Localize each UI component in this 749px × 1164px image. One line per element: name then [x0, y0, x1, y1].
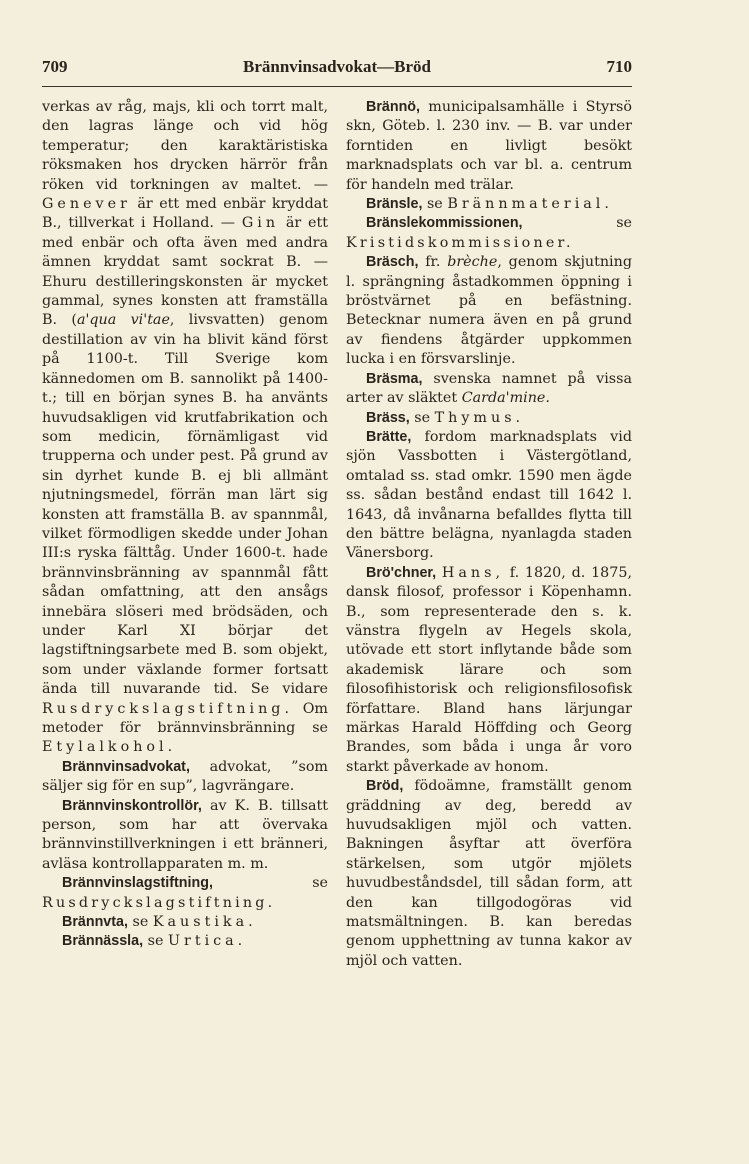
left-column: [42, 98, 328, 952]
body-text: är ett med enbär kryddat B., tillverkat i Holland. —: [42, 196, 328, 232]
entry-text: svenska namnet på vissa arter av släktet: [346, 370, 632, 407]
entry-brannvinsadvokat: [42, 758, 328, 797]
cross-reference: Urtica.: [167, 933, 247, 950]
entry-text: se: [127, 914, 153, 931]
cross-reference: Genever: [42, 196, 131, 213]
right-column: [346, 98, 632, 971]
entry-text: födoämne, framställt genom gräddning av deg, beredd av huvudsakligen mjöl och vatten. Bakningen åsyftar att överföra stärkelsen, som utgör mjölets huvudbeståndsdel, till sådan form, att den kan tillgodogöras vid matsmältningen. B. kan beredas genom upphettning av tunna kakor av mjöl och vatten.: [346, 778, 632, 969]
entry-headword: Brännvinslagstiftning,: [62, 875, 213, 892]
person-name: Hans,: [441, 564, 505, 581]
entry-branslekommissionen: [346, 214, 632, 253]
entry-brass: [346, 409, 632, 428]
cross-reference: Rusdryckslagstiftning.: [42, 894, 276, 911]
entry-bratte: [346, 428, 632, 564]
entry-headword: Bränsle,: [366, 196, 423, 213]
entry-headword: Bräsch,: [366, 254, 419, 271]
entry-headword: Brännvta,: [62, 914, 128, 931]
cross-reference: Gin: [241, 215, 280, 232]
cross-reference: Thymus.: [434, 409, 525, 426]
entry-headword: Bränslekommissionen,: [366, 215, 523, 232]
entry-brochner: [346, 564, 632, 777]
entry-brasch: [346, 253, 632, 369]
running-header: [42, 57, 632, 83]
header-rule: [42, 86, 632, 87]
entry-text: , genom skjutning l. sprängning åstadkommen öppning i bröstvärnet på en befästning. Betecknar numera även en på grund av fiendens åtgärder uppkommen lucka i en försvarslinje.: [346, 254, 632, 368]
entry-text: se: [143, 933, 168, 950]
body-text: Om metoder för brännvinsbränning se: [42, 700, 328, 736]
entry-text: fr.: [418, 254, 448, 271]
entry-brannassla: [42, 932, 328, 951]
foreign-term: brèche: [447, 254, 498, 271]
entry-headword: Bräsma,: [366, 370, 423, 387]
entry-headword: Brännvinsadvokat,: [62, 758, 190, 775]
entry-branno: [346, 98, 632, 195]
entry-text: advokat, ”som säljer sig för en sup”, lagvrängare.: [42, 758, 328, 795]
latin-term: a'qua vi'tae: [76, 312, 170, 329]
cross-reference: Rusdryckslagstiftning.: [42, 700, 294, 717]
page-number-left: 709: [42, 57, 68, 76]
entry-text: av K. B. tillsatt person, som har att övervaka brännvinstillverkningen i ett bränneri, avläsa kontrollapparaten m. m.: [42, 797, 328, 872]
entry-text: se: [422, 196, 448, 213]
entry-text: se: [212, 875, 328, 892]
entry-headword: Brännvinskontrollör,: [62, 797, 202, 814]
entry-headword: Bräss,: [366, 409, 410, 426]
cross-reference: Kristidskommissioner.: [346, 234, 574, 251]
entry-headword: Brö'chner,: [366, 564, 437, 581]
entry-text: se: [522, 215, 632, 232]
cross-reference: Kaustika.: [152, 914, 257, 931]
cross-reference: Etylalkohol.: [42, 739, 177, 756]
cross-reference: Brännmaterial.: [447, 196, 613, 213]
page-number-right: 710: [606, 57, 632, 76]
body-text: , livsvatten) genom destillation av vin ha blivit känd först på 1100-t. Till Sverige kom kännedomen om B. sannolikt på 1400-t.; till en början synes B. ha använts huvudsakligen vid krutfabrikation och som medicin, förnämligast vid trupperna och under pest. På grund av sin dyrhet kunde B. ej bli allmänt njutningsmedel, förrän man lärt sig konsten att framställa B. av spannmål, vilket förmodligen skedde under Johan III:s ryska fälttåg. Under 1600-t. hade brännvinsbränning av spannmål fått sådan omfattning, att den ansågs innebära slöseri med brödsäden, och under Karl XI börjar det lagstiftningsarbete med B. som objekt, som under växlande former fortsatt ända till nuvarande tid. Se vidare: [42, 312, 328, 698]
entry-text: municipalsamhälle i Styrsö skn, Göteb. l. 230 inv. — B. var under forntiden en livligt besökt marknadsplats och var bl. a. centrum för handeln med trälar.: [346, 99, 632, 193]
entry-headword: Brännö,: [366, 99, 421, 115]
entry-brasma: [346, 370, 632, 409]
entry-brannvinskontrollor: [42, 797, 328, 875]
entry-text: fordom marknadsplats vid sjön Vassbotten i Västergötland, omtalad ss. stad omkr. 1590 men ägde ss. sådan bestånd endast till 1642 l. 1643, då invånarna befalldes flytta till den bättre belägna, nyanlagda staden Vänersborg.: [346, 428, 632, 562]
body-text: verkas av råg, majs, kli och torrt malt, den lagras länge och vid hög temperatur; den karaktäristiska röksmaken hos drycken härrör från röken vid torkningen av maltet. —: [42, 99, 328, 193]
entry-headword: Bröd,: [366, 778, 404, 795]
brannvin-entry-continuation: [42, 98, 328, 758]
latin-term: Carda'mine.: [461, 390, 550, 407]
entry-text: se: [409, 409, 435, 426]
entry-brannvta: [42, 913, 328, 932]
entry-headword: Brätte,: [366, 428, 412, 445]
entry-brod: [346, 777, 632, 971]
body-text: är ett med enbär och ofta även med andra ämnen kryddat samt sockrat B. — Ehuru destilleringskonsten är mycket gammal, synes konsten att framställa B. (: [42, 215, 329, 329]
entry-text: f. 1820, d. 1875, dansk filosof, professor i Köpenhamn. B., som representerade den s. k. vänstra flygeln av Hegels skola, utövade ett stort inflytande både som akademisk lärare och som filosofihistorisk och religionsfilosofisk författare. Bland hans lärjungar märkas Harald Höffding och Georg Brandes, som båda i unga år voro starkt påverkade av honom.: [346, 564, 632, 775]
entry-brannvinslagstiftning: [42, 874, 328, 913]
entry-bransle: [346, 195, 632, 214]
running-title: Brännvinsadvokat—Bröd: [243, 57, 431, 76]
entry-headword: Brännässla,: [62, 933, 144, 950]
